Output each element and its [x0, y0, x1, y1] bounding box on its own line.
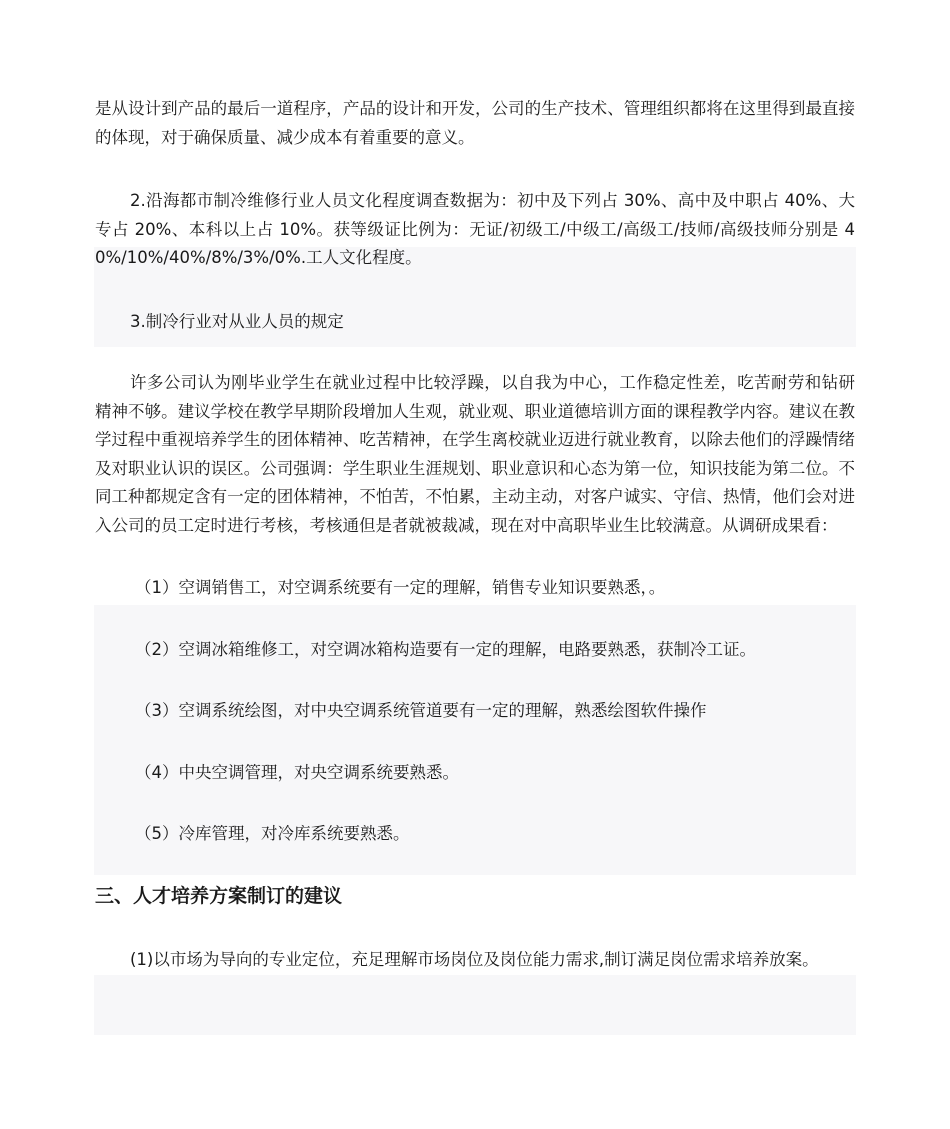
paragraph-recommendation-1: (1)以市场为导向的专业定位，充足理解市场岗位及岗位能力需求,制订满足岗位需求培养放案。: [130, 949, 819, 969]
list-item-1: （1）空调销售工，对空调系统要有一定的理解，销售专业知识要熟悉，。: [135, 578, 666, 597]
list-item-5: （5）冷库管理，对冷库系统要熟悉。: [135, 824, 410, 843]
list-item-4: （4）中央空调管理，对央空调系统要熟悉。: [135, 762, 459, 782]
list-item-3: （3）空调系统绘图，对中央空调系统管道要有一定的理解，熟悉绘图软件操作: [135, 701, 707, 720]
paragraph-continuation: 是从设计到产品的最后一道程序，产品的设计和开发，公司的生产技术、管理组织都将在这里得到最直接的体现，对于确保质量、减少成本有着重要的意义。: [95, 99, 855, 147]
paragraph-survey-data: 2.沿海都市制冷维修行业人员文化程度调查数据为：初中及下列占 30%、高中及中职占 40%、大专占 20%、本科以上占 10%。获等级证比例为：无证/初级工/中级工/高级工/技师/高级技师分别是 40%/10%/40%/8%/3%/0%.工人文化程度。: [95, 191, 855, 267]
section-heading: 三、人才培养方案制订的建议: [95, 884, 343, 907]
shade-band-3: [94, 975, 856, 1035]
document-page: [95, 95, 855, 974]
paragraph-industry-rules-title: 3.制冷行业对从业人员的规定: [130, 311, 344, 331]
paragraph-company-opinion: 许多公司认为刚毕业学生在就业过程中比较浮躁，以自我为中心，工作稳定性差，吃苦耐劳和钻研精神不够。建议学校在教学早期阶段增加人生观，就业观、职业道德培训方面的课程教学内容。建议在教学过程中重视培养学生的团体精神、吃苦精神，在学生离校就业迈进行就业教育，以除去他们的浮躁情绪及对职业认识的误区。公司强调：学生职业生涯规划、职业意识和心态为第一位，知识技能为第二位。不同工种都规定含有一定的团体精神，不怕苦，不怕累，主动主动，对客户诚实、守信、热情，他们会对进入公司的员工定时进行考核，考核通但是者就被裁减，现在对中高职毕业生比较满意。从调研成果看：: [95, 373, 855, 535]
list-item-2: （2）空调冰箱维修工，对空调冰箱构造要有一定的理解，电路要熟悉，获制冷工证。: [135, 639, 756, 659]
